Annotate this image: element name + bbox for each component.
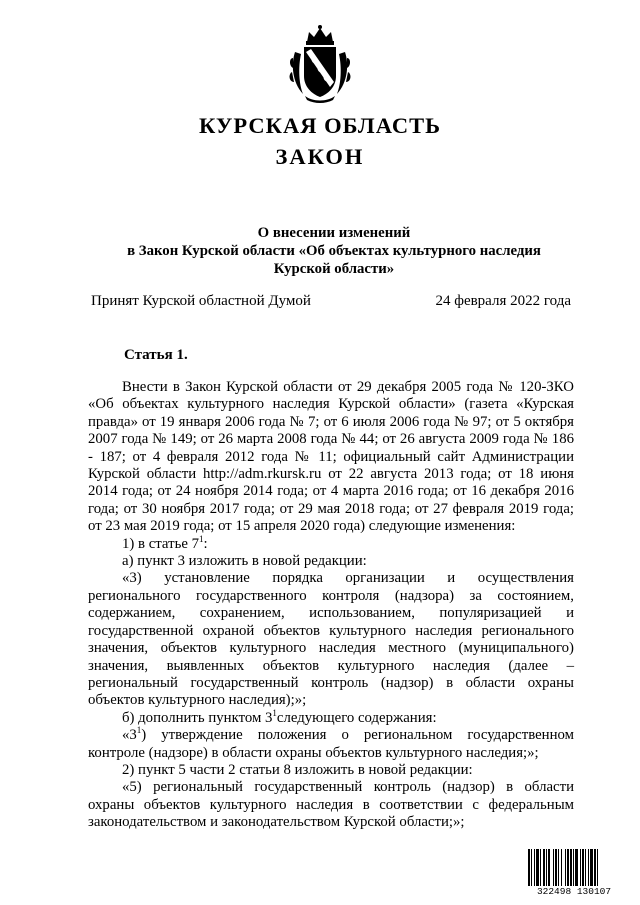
barcode	[528, 849, 620, 899]
barcode-bar	[546, 849, 547, 887]
adoption-date: 24 февраля 2022 года	[435, 293, 571, 309]
barcode-bar	[580, 849, 581, 887]
item-text: ) утверждение положения о региональном государственном контроле (надзоре) в области охраны объектов культурного наследия;»;	[88, 727, 574, 761]
quoted-provision	[88, 727, 574, 762]
item-text: :	[203, 535, 208, 552]
law-subject	[88, 224, 580, 278]
superscript: 1	[136, 725, 142, 736]
barcode-bar	[588, 849, 589, 887]
kursk-coat-of-arms-icon	[289, 24, 351, 104]
barcode-bar	[561, 849, 562, 887]
region-title: КУРСКАЯ ОБЛАСТЬ	[199, 113, 441, 138]
subject-line: О внесении изменений	[257, 225, 411, 241]
barcode-bar	[590, 849, 593, 887]
barcode-bar	[570, 849, 572, 887]
barcode-bar	[594, 849, 596, 887]
barcode-bar	[536, 849, 539, 887]
barcode-bar	[531, 849, 532, 887]
barcode-bar	[567, 849, 569, 887]
article-item: а) пункт 3 изложить в новой редакции:	[122, 553, 367, 570]
barcode-bar	[548, 849, 550, 887]
article-item: 2) пункт 5 части 2 статьи 8 изложить в новой редакции:	[122, 761, 473, 778]
barcode-bar	[597, 849, 598, 887]
law-title: ЗАКОН	[275, 144, 365, 169]
article-item	[88, 533, 574, 553]
item-text: «3	[122, 727, 137, 744]
quoted-provision: «5) региональный государственный контроль (надзор) в области охраны объектов культурного наследия в соответствии с федеральным законодательством и законодательством Курской области;»;	[88, 779, 574, 831]
barcode-bar	[573, 849, 574, 887]
barcode-bar	[565, 849, 566, 887]
barcode-bar	[553, 849, 554, 887]
quoted-provision: «3) установление порядка организации и осуществления регионального государственного контроля (надзора) за состоянием, содержанием, сохранением, использованием, популяризацией и государственной охраной объектов культурного наследия регионального значения, объектов культурного наследия местного (муниципального) значения, выявленных объектов культурного наследия (далее – региональный государственный контроль (надзор) в области охраны объектов культурного наследия);»;	[88, 570, 574, 709]
barcode-bar	[558, 849, 559, 887]
item-text: следующего содержания:	[276, 709, 437, 726]
barcode-bar	[543, 849, 545, 887]
barcode-bar	[585, 849, 586, 887]
article-item	[88, 707, 574, 727]
article-body	[88, 379, 574, 832]
item-text: 1) в статье 7	[122, 535, 199, 552]
adopted-by: Принят Курской областной Думой	[91, 293, 311, 309]
subject-line: Курской области»	[273, 261, 395, 277]
article-heading: Статья 1.	[124, 347, 188, 363]
subject-line: в Закон Курской области «Об объектах культурного наследия	[127, 243, 541, 259]
barcode-bar	[575, 849, 578, 887]
item-text: б) дополнить пунктом 3	[122, 709, 273, 726]
article-paragraph: Внести в Закон Курской области от 29 декабря 2005 года № 120-ЗКО «Об объектах культурного наследия Курской области» (газета «Курская правда» от 19 января 2006 года № 7; от 6 июля 2006 года № 97; от 5 октября 2007 года № 149; от 26 марта 2008 года № 44; от 26 августа 2009 года № 186 - 187; от 4 февраля 2012 года № 11; официальный сайт Администрации Курской области http://adm.rkursk.ru от 22 августа 2013 года; от 18 июня 2014 года; от 24 ноября 2014 года; от 4 марта 2016 года; от 16 декабря 2016 года; от 30 ноября 2017 года; от 29 мая 2018 года; от 27 февраля 2019 года; от 23 мая 2019 года; от 15 апреля 2020 года) следующие изменения:	[88, 379, 574, 535]
barcode-bar	[582, 849, 584, 887]
superscript: 1	[272, 707, 277, 718]
barcode-number: 322498 130107	[528, 886, 620, 897]
superscript: 1	[199, 533, 204, 544]
barcode-bar	[534, 849, 535, 887]
barcode-bar	[540, 849, 541, 887]
barcode-bar	[555, 849, 557, 887]
barcode-bar	[528, 849, 530, 887]
